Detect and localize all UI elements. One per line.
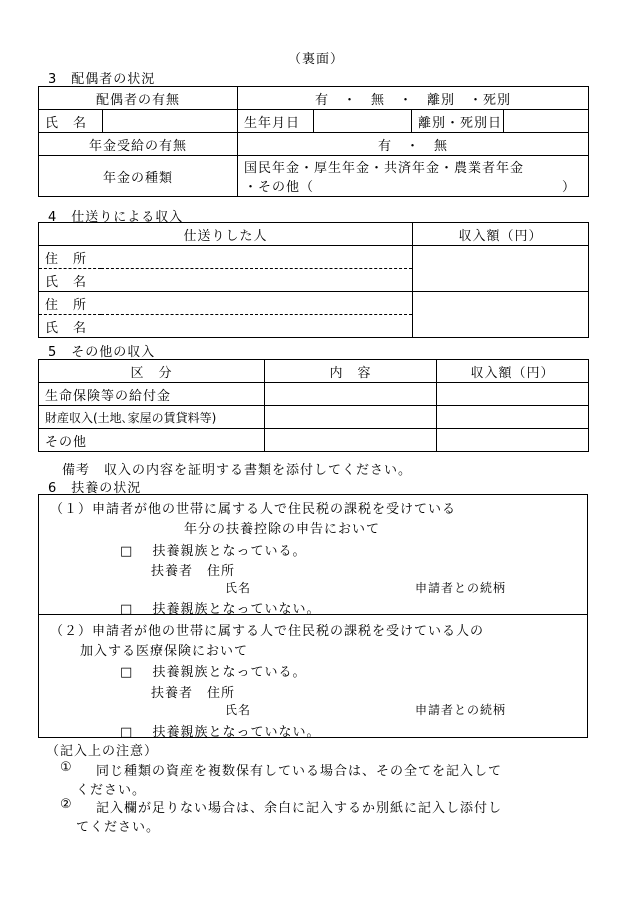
checkbox-icon[interactable]: □ bbox=[120, 544, 134, 559]
section4-heading: 4 仕送りによる収入 bbox=[48, 210, 184, 225]
income-row-label: その他 bbox=[39, 429, 265, 452]
address-field-2[interactable] bbox=[101, 292, 413, 315]
note1-mark: ① bbox=[60, 760, 73, 775]
page-title: （裏面） bbox=[288, 52, 345, 67]
name-field[interactable] bbox=[103, 110, 238, 133]
sender-header: 仕送りした人 bbox=[39, 223, 413, 246]
checkbox-icon[interactable]: □ bbox=[120, 725, 134, 740]
name-label-1: 氏 名 bbox=[39, 269, 101, 292]
address-label-1: 住 所 bbox=[39, 246, 101, 269]
block2-relation-label: 申請者との続柄 bbox=[415, 703, 507, 717]
content-header: 内 容 bbox=[265, 360, 437, 383]
income-content-field[interactable] bbox=[265, 383, 437, 406]
block1-option-yes[interactable] bbox=[120, 540, 306, 559]
block1-relation-label: 申請者との続柄 bbox=[415, 581, 507, 595]
birth-field[interactable] bbox=[314, 110, 412, 133]
divorce-date-field[interactable] bbox=[504, 110, 589, 133]
amount-header: 収入額（円） bbox=[413, 223, 589, 246]
remittance-table bbox=[38, 222, 589, 338]
option-no-label: 扶養親族となっていない。 bbox=[152, 725, 321, 740]
name-label-2: 氏 名 bbox=[39, 315, 101, 338]
option-yes-label: 扶養親族となっている。 bbox=[152, 544, 307, 559]
block2-option-yes[interactable] bbox=[120, 661, 306, 680]
block2-line1: （２）申請者が他の世帯に属する人で住民税の課税を受けている人の bbox=[50, 624, 485, 639]
address-label-2: 住 所 bbox=[39, 292, 101, 315]
note2-mark: ② bbox=[60, 797, 73, 812]
pension-type-close: ） bbox=[562, 180, 577, 195]
option-yes-label: 扶養親族となっている。 bbox=[152, 665, 307, 680]
note2-line2: てください。 bbox=[76, 820, 161, 835]
pension-type-line1: 国民年金・厚生年金・共済年金・農業者年金 bbox=[244, 161, 525, 176]
spouse-options[interactable]: 有 ・ 無 ・ 離別 ・死別 bbox=[238, 87, 589, 110]
notes-heading: （記入上の注意） bbox=[46, 744, 159, 759]
income-amount-field[interactable] bbox=[437, 406, 589, 429]
name-label: 氏 名 bbox=[39, 110, 103, 133]
pension-type-label: 年金の種類 bbox=[39, 156, 238, 197]
block1-name-label: 氏名 bbox=[225, 581, 252, 595]
amount-field-1[interactable] bbox=[413, 246, 589, 292]
income-content-field[interactable] bbox=[265, 429, 437, 452]
other-income-table bbox=[38, 359, 589, 452]
pension-receipt-label: 年金受給の有無 bbox=[39, 133, 238, 156]
pension-type-line2: ・その他（ bbox=[244, 180, 315, 195]
amount-field-2[interactable] bbox=[413, 292, 589, 338]
name-field-2[interactable] bbox=[101, 315, 413, 338]
block1-supporter-label: 扶養者 住所 bbox=[151, 564, 236, 579]
spouse-table bbox=[38, 86, 589, 197]
block1-line1: （１）申請者が他の世帯に属する人で住民税の課税を受けている bbox=[50, 502, 457, 517]
birth-label: 生年月日 bbox=[238, 110, 314, 133]
spouse-label: 配偶者の有無 bbox=[39, 87, 238, 110]
category-header: 区 分 bbox=[39, 360, 265, 383]
option-no-label: 扶養親族となっていない。 bbox=[152, 602, 321, 617]
section3-heading: 3 配偶者の状況 bbox=[48, 72, 156, 87]
block2-supporter-label: 扶養者 住所 bbox=[151, 686, 236, 701]
section5-note: 備考 収入の内容を証明する書類を添付してください。 bbox=[62, 463, 413, 478]
income-row-label: 財産収入(土地､家屋の賃貸料等) bbox=[39, 406, 265, 429]
block2-option-no[interactable] bbox=[120, 721, 320, 740]
pension-receipt-options[interactable]: 有 ・ 無 bbox=[238, 133, 589, 156]
block2-line2: 加入する医療保険において bbox=[80, 644, 249, 659]
block2-name-label: 氏名 bbox=[225, 703, 252, 717]
divorce-date-label: 離別・死別日 bbox=[412, 110, 504, 133]
income-content-field[interactable] bbox=[265, 406, 437, 429]
income-row-label: 生命保険等の給付金 bbox=[39, 383, 265, 406]
amount-header: 収入額（円） bbox=[437, 360, 589, 383]
block1-line2: 年分の扶養控除の申告において bbox=[184, 522, 381, 537]
section5-heading: 5 その他の収入 bbox=[48, 345, 156, 360]
income-amount-field[interactable] bbox=[437, 383, 589, 406]
section6-heading: 6 扶養の状況 bbox=[48, 481, 142, 496]
address-field-1[interactable] bbox=[101, 246, 413, 269]
note2-line1: 記入欄が足りない場合は、余白に記入するか別紙に記入し添付し bbox=[96, 801, 503, 816]
note1-line1: 同じ種類の資産を複数保有している場合は、その全てを記入して bbox=[96, 764, 503, 779]
income-amount-field[interactable] bbox=[437, 429, 589, 452]
checkbox-icon[interactable]: □ bbox=[120, 602, 134, 617]
name-field-1[interactable] bbox=[101, 269, 413, 292]
checkbox-icon[interactable]: □ bbox=[120, 665, 134, 680]
note1-line2: ください。 bbox=[76, 783, 147, 798]
pension-type-options[interactable] bbox=[238, 156, 589, 197]
